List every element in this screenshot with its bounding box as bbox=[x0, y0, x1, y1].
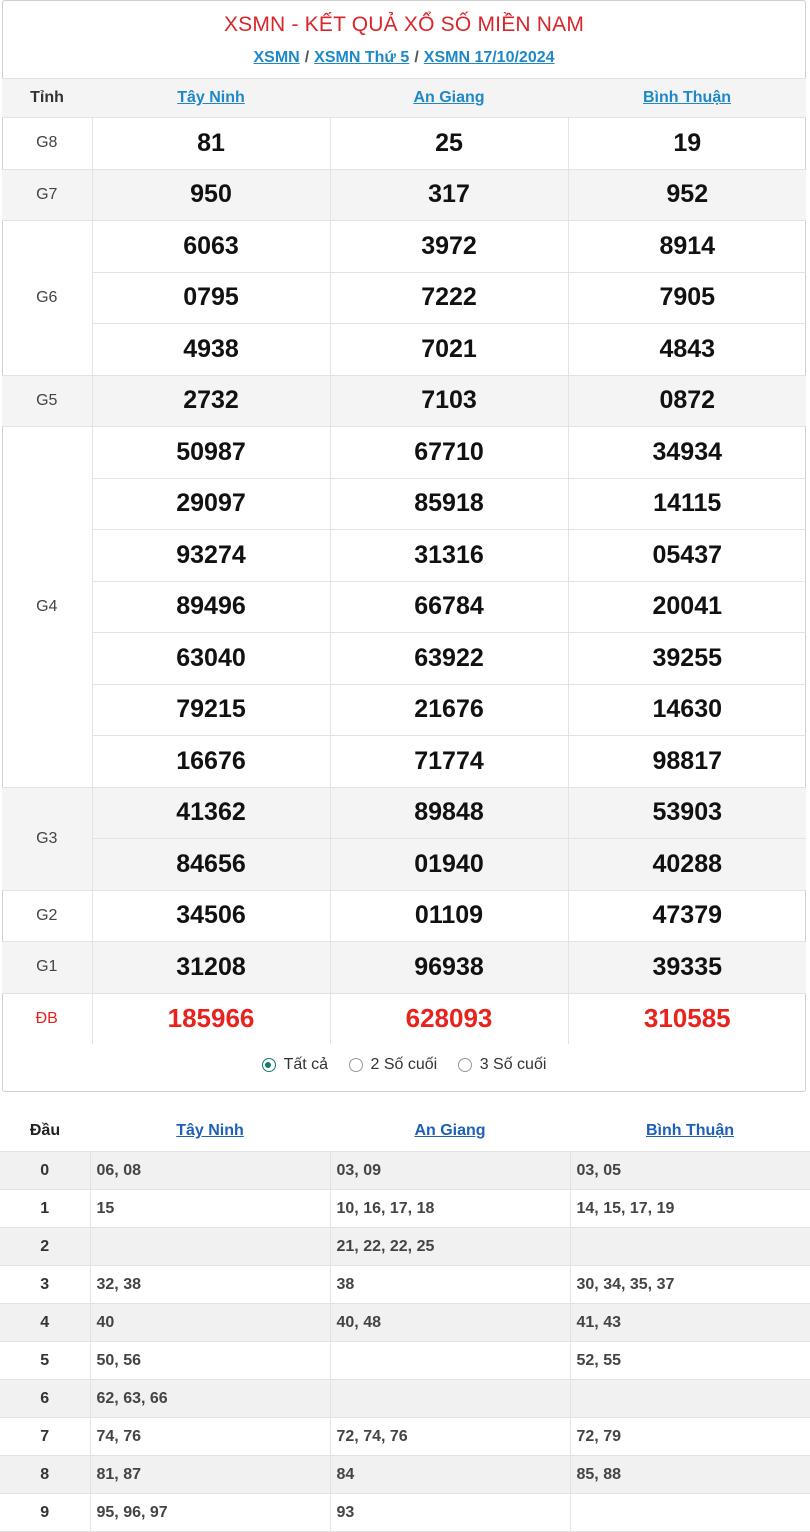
special-prize-number: 310585 bbox=[568, 993, 806, 1044]
page-title: XSMN - KẾT QUẢ XỔ SỐ MIỀN NAM bbox=[223, 13, 585, 36]
prize-number: 317 bbox=[330, 169, 568, 221]
loto-values: 14, 15, 17, 19 bbox=[570, 1190, 810, 1228]
loto-row bbox=[0, 1342, 810, 1380]
prize-number: 89496 bbox=[92, 581, 330, 633]
prize-number: 31316 bbox=[330, 530, 568, 582]
province-link-binh-thuan[interactable]: Bình Thuận bbox=[643, 89, 731, 106]
loto-header-row bbox=[0, 1111, 810, 1152]
prize-number: 71774 bbox=[330, 736, 568, 788]
prize-label: G8 bbox=[2, 118, 92, 170]
filter-all-label: Tất cả bbox=[283, 1056, 329, 1073]
loto-table bbox=[0, 1111, 810, 1532]
prize-number: 31208 bbox=[92, 942, 330, 994]
prize-number: 85918 bbox=[330, 478, 568, 530]
radio-checked-icon bbox=[262, 1058, 276, 1072]
breadcrumb-separator: / bbox=[304, 49, 310, 66]
filter-2-digits-radio[interactable] bbox=[349, 1056, 438, 1074]
prize-row bbox=[2, 530, 806, 582]
loto-values bbox=[570, 1494, 810, 1532]
prize-label: G7 bbox=[2, 169, 92, 221]
prize-number: 01940 bbox=[330, 839, 568, 891]
province-link-an-giang[interactable]: An Giang bbox=[413, 89, 485, 106]
loto-values: 41, 43 bbox=[570, 1304, 810, 1342]
prize-row bbox=[2, 890, 806, 942]
prize-number: 2732 bbox=[92, 375, 330, 427]
prize-number: 63040 bbox=[92, 633, 330, 685]
prize-number: 39255 bbox=[568, 633, 806, 685]
loto-values: 74, 76 bbox=[90, 1418, 330, 1456]
prize-number: 66784 bbox=[330, 581, 568, 633]
filter-3-digits-label: 3 Số cuối bbox=[479, 1056, 547, 1073]
prize-number: 34934 bbox=[568, 427, 806, 479]
filter-2-digits-label: 2 Số cuối bbox=[370, 1056, 438, 1073]
prize-label: G3 bbox=[2, 787, 92, 890]
loto-row bbox=[0, 1304, 810, 1342]
loto-head-digit: 4 bbox=[0, 1304, 90, 1342]
prize-row bbox=[2, 787, 806, 839]
prize-number: 01109 bbox=[330, 890, 568, 942]
prize-row bbox=[2, 272, 806, 324]
breadcrumb-xsmn-date[interactable]: XSMN 17/10/2024 bbox=[423, 49, 555, 66]
province-link-tay-ninh[interactable]: Tây Ninh bbox=[177, 89, 245, 106]
prize-number: 53903 bbox=[568, 787, 806, 839]
prize-number: 21676 bbox=[330, 684, 568, 736]
prize-row bbox=[2, 633, 806, 685]
loto-row bbox=[0, 1456, 810, 1494]
loto-values: 95, 96, 97 bbox=[90, 1494, 330, 1532]
prize-number: 6063 bbox=[92, 221, 330, 273]
prize-row bbox=[2, 478, 806, 530]
prize-number: 79215 bbox=[92, 684, 330, 736]
prize-number: 4843 bbox=[568, 324, 806, 376]
prize-number: 0872 bbox=[568, 375, 806, 427]
prize-number: 7905 bbox=[568, 272, 806, 324]
loto-values: 38 bbox=[330, 1266, 570, 1304]
col-header-province bbox=[90, 1111, 330, 1152]
prize-number: 7103 bbox=[330, 375, 568, 427]
loto-values bbox=[90, 1228, 330, 1266]
prize-row bbox=[2, 736, 806, 788]
prize-number: 67710 bbox=[330, 427, 568, 479]
loto-values: 10, 16, 17, 18 bbox=[330, 1190, 570, 1228]
loto-values bbox=[330, 1380, 570, 1418]
col-header-tinh: Tỉnh bbox=[2, 79, 92, 118]
prize-number: 3972 bbox=[330, 221, 568, 273]
prize-row bbox=[2, 839, 806, 891]
prize-label: G4 bbox=[2, 427, 92, 788]
prize-number: 34506 bbox=[92, 890, 330, 942]
prize-row bbox=[2, 581, 806, 633]
loto-values: 03, 09 bbox=[330, 1152, 570, 1190]
prize-number: 84656 bbox=[92, 839, 330, 891]
prize-label: G2 bbox=[2, 890, 92, 942]
col-header-province bbox=[330, 79, 568, 118]
loto-head-digit: 1 bbox=[0, 1190, 90, 1228]
loto-values: 15 bbox=[90, 1190, 330, 1228]
filter-3-digits-radio[interactable] bbox=[458, 1056, 547, 1074]
prize-number: 0795 bbox=[92, 272, 330, 324]
loto-values: 21, 22, 22, 25 bbox=[330, 1228, 570, 1266]
prize-number: 98817 bbox=[568, 736, 806, 788]
prize-number: 89848 bbox=[330, 787, 568, 839]
loto-values: 52, 55 bbox=[570, 1342, 810, 1380]
loto-values: 06, 08 bbox=[90, 1152, 330, 1190]
prize-row bbox=[2, 221, 806, 273]
prize-number: 93274 bbox=[92, 530, 330, 582]
prize-number: 4938 bbox=[92, 324, 330, 376]
loto-body bbox=[0, 1152, 810, 1532]
loto-values: 30, 34, 35, 37 bbox=[570, 1266, 810, 1304]
prize-row bbox=[2, 324, 806, 376]
loto-values: 40 bbox=[90, 1304, 330, 1342]
prize-row bbox=[2, 942, 806, 994]
results-header-row bbox=[2, 79, 806, 118]
special-prize-number: 628093 bbox=[330, 993, 568, 1044]
prize-number: 952 bbox=[568, 169, 806, 221]
prize-number: 950 bbox=[92, 169, 330, 221]
loto-head-digit: 6 bbox=[0, 1380, 90, 1418]
prize-number: 29097 bbox=[92, 478, 330, 530]
prize-number: 14630 bbox=[568, 684, 806, 736]
loto-values: 72, 74, 76 bbox=[330, 1418, 570, 1456]
prize-number: 25 bbox=[330, 118, 568, 170]
col-header-province bbox=[570, 1111, 810, 1152]
loto-row bbox=[0, 1152, 810, 1190]
prize-label: G5 bbox=[2, 375, 92, 427]
loto-values: 50, 56 bbox=[90, 1342, 330, 1380]
loto-values bbox=[330, 1342, 570, 1380]
loto-row bbox=[0, 1418, 810, 1456]
loto-head-digit: 7 bbox=[0, 1418, 90, 1456]
prize-label: G6 bbox=[2, 221, 92, 376]
breadcrumb bbox=[3, 49, 805, 67]
prize-number: 63922 bbox=[330, 633, 568, 685]
prize-number: 19 bbox=[568, 118, 806, 170]
prize-number: 7021 bbox=[330, 324, 568, 376]
filter-all-radio[interactable] bbox=[262, 1056, 328, 1074]
prize-number: 50987 bbox=[92, 427, 330, 479]
loto-province-link-an-giang[interactable]: An Giang bbox=[414, 1122, 486, 1139]
prize-number: 7222 bbox=[330, 272, 568, 324]
col-header-province bbox=[568, 79, 806, 118]
loto-head-digit: 8 bbox=[0, 1456, 90, 1494]
loto-province-link-tay-ninh[interactable]: Tây Ninh bbox=[176, 1122, 244, 1139]
prize-number: 41362 bbox=[92, 787, 330, 839]
col-header-province bbox=[92, 79, 330, 118]
loto-values bbox=[570, 1228, 810, 1266]
loto-row bbox=[0, 1228, 810, 1266]
loto-values bbox=[570, 1380, 810, 1418]
prize-row bbox=[2, 684, 806, 736]
loto-row bbox=[0, 1494, 810, 1532]
prize-row bbox=[2, 993, 806, 1044]
loto-head-digit: 0 bbox=[0, 1152, 90, 1190]
breadcrumb-xsmn-thu5[interactable]: XSMN Thứ 5 bbox=[314, 49, 410, 66]
breadcrumb-xsmn[interactable]: XSMN bbox=[253, 49, 300, 66]
prize-row bbox=[2, 375, 806, 427]
radio-unchecked-icon bbox=[349, 1058, 363, 1072]
loto-province-link-binh-thuan[interactable]: Bình Thuận bbox=[646, 1122, 734, 1139]
loto-head-digit: 9 bbox=[0, 1494, 90, 1532]
col-header-province bbox=[330, 1111, 570, 1152]
prize-number: 8914 bbox=[568, 221, 806, 273]
prize-number: 05437 bbox=[568, 530, 806, 582]
prize-row bbox=[2, 427, 806, 479]
prize-number: 81 bbox=[92, 118, 330, 170]
loto-row bbox=[0, 1190, 810, 1228]
loto-values: 72, 79 bbox=[570, 1418, 810, 1456]
loto-row bbox=[0, 1380, 810, 1418]
loto-values: 93 bbox=[330, 1494, 570, 1532]
prize-number: 40288 bbox=[568, 839, 806, 891]
loto-head-digit: 3 bbox=[0, 1266, 90, 1304]
prize-label: G1 bbox=[2, 942, 92, 994]
prize-number: 20041 bbox=[568, 581, 806, 633]
prize-row bbox=[2, 118, 806, 170]
prize-row bbox=[2, 169, 806, 221]
prize-label: ĐB bbox=[2, 993, 92, 1044]
loto-values: 32, 38 bbox=[90, 1266, 330, 1304]
loto-values: 85, 88 bbox=[570, 1456, 810, 1494]
col-header-dau: Đầu bbox=[0, 1111, 90, 1152]
special-prize-number: 185966 bbox=[92, 993, 330, 1044]
loto-head-digit: 5 bbox=[0, 1342, 90, 1380]
loto-head-digit: 2 bbox=[0, 1228, 90, 1266]
prize-number: 47379 bbox=[568, 890, 806, 942]
loto-values: 40, 48 bbox=[330, 1304, 570, 1342]
results-table bbox=[2, 78, 806, 1044]
radio-unchecked-icon bbox=[458, 1058, 472, 1072]
loto-values: 81, 87 bbox=[90, 1456, 330, 1494]
loto-values: 62, 63, 66 bbox=[90, 1380, 330, 1418]
results-body bbox=[2, 118, 806, 1045]
loto-values: 03, 05 bbox=[570, 1152, 810, 1190]
breadcrumb-separator: / bbox=[414, 49, 419, 66]
prize-number: 14115 bbox=[568, 478, 806, 530]
loto-row bbox=[0, 1266, 810, 1304]
digit-filter bbox=[3, 1056, 805, 1077]
prize-number: 16676 bbox=[92, 736, 330, 788]
prize-number: 96938 bbox=[330, 942, 568, 994]
prize-number: 39335 bbox=[568, 942, 806, 994]
loto-values: 84 bbox=[330, 1456, 570, 1494]
